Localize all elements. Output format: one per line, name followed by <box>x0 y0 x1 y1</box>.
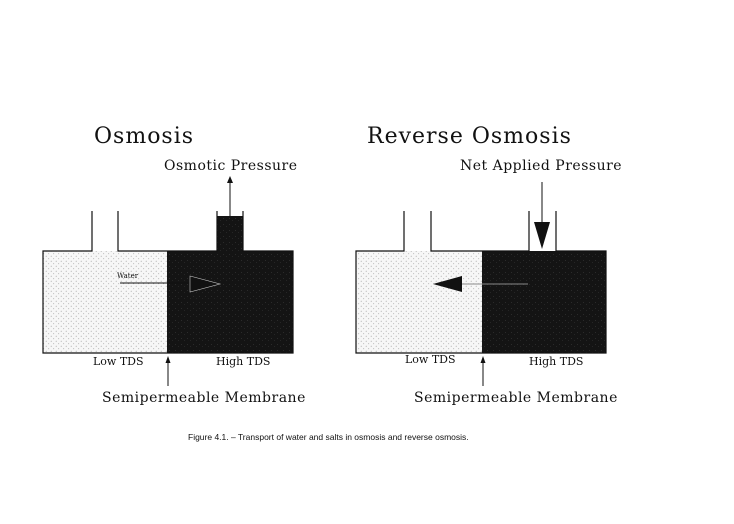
osmosis-title: Osmosis <box>94 124 195 149</box>
ro-membrane-label: Semipermeable Membrane <box>414 390 618 406</box>
figure-caption: Figure 4.1. – Transport of water and salts in osmosis and reverse osmosis. <box>188 432 469 442</box>
ro-high-tds-label: High TDS <box>529 355 584 368</box>
osmosis-raised-solution-column <box>217 216 243 252</box>
osmosis-pressure-arrowhead <box>227 176 233 183</box>
osmotic-pressure-label: Osmotic Pressure <box>164 158 298 174</box>
net-applied-pressure-label: Net Applied Pressure <box>460 158 623 174</box>
ro-high-tds-compartment <box>482 251 606 353</box>
reverse-osmosis-title: Reverse Osmosis <box>367 124 572 149</box>
osmosis-high-tds-label: High TDS <box>216 355 271 368</box>
ro-low-tds-label: Low TDS <box>405 353 456 366</box>
osmosis-membrane-label: Semipermeable Membrane <box>102 390 306 406</box>
osmosis-membrane-pointer-arrowhead <box>166 356 171 363</box>
ro-low-tds-compartment <box>356 251 482 353</box>
ro-pressure-arrowhead <box>534 222 550 249</box>
osmosis-low-tds-compartment <box>43 251 167 353</box>
osmosis-low-tds-label: Low TDS <box>93 355 144 368</box>
water-label: Water <box>117 272 139 280</box>
ro-membrane-pointer-arrowhead <box>481 356 486 363</box>
osmosis-high-tds-compartment <box>167 251 293 353</box>
